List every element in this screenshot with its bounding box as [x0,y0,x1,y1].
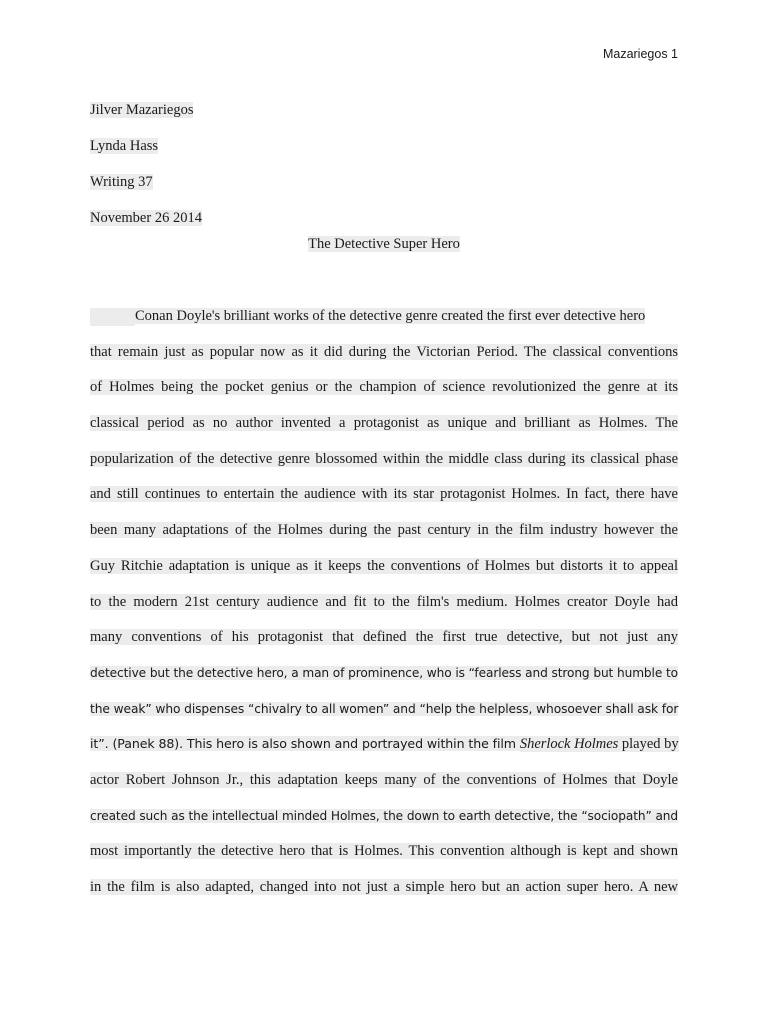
body-line-6 [90,484,678,520]
running-head: Mazariegos 1 [602,47,678,61]
body-line-text: played by [618,736,679,753]
body-line-text: most importantly the detective hero that is Holmes. This convention although is kept and shown [90,843,678,860]
heading-course-line [90,164,678,200]
body-line-15 [90,806,678,842]
body-line-text: to the modern 21st century audience and fit to the film's medium. Holmes creator Doyle had [90,593,678,610]
body-line-text: the weak” who dispenses “chivalry to all women” and “help the helpless, whosoever shall ask for [90,701,679,716]
body-line-2 [90,342,678,378]
heading-course: Writing 37 [90,174,153,190]
mla-heading [90,92,678,236]
body-line-7 [90,520,678,556]
heading-date: November 26 2014 [90,210,202,226]
body-line-text: been many adaptations of the Holmes during the past century in the film industry however the [90,522,678,539]
paragraph-indent [90,308,135,326]
body-line-text: of Holmes being the pocket genius or the champion of science revolutionized the genre at its [90,379,678,396]
essay-title-row [90,234,678,254]
heading-author: Jilver Mazariegos [90,102,194,118]
heading-instructor: Lynda Hass [90,138,159,154]
body-line-text: in the film is also adapted, changed into not just a simple hero but an action super hero. A new [90,879,678,895]
body-line-text: detective but the detective hero, a man of prominence, who is “fearless and strong but humble to [90,665,678,680]
body-line-13 [90,734,678,770]
body-line-9 [90,592,678,628]
body-line-text: Guy Ritchie adaptation is unique as it keeps the conventions of Holmes but distorts it to appeal [90,557,678,574]
body-line-1 [90,306,678,342]
body-line-17 [90,877,678,913]
film-title: Sherlock Holmes [519,736,619,753]
heading-instructor-line [90,128,678,164]
body-line-text: actor Robert Johnson Jr., this adaptation keeps many of the conventions of Holmes that Doyle [90,771,678,788]
body-line-text: popularization of the detective genre blossomed within the middle class during its classical phase [90,450,678,467]
heading-author-line [90,92,678,128]
body-line-text: created such as the intellectual minded Holmes, the down to earth detective, the “sociopath” and [90,808,678,823]
essay-title: The Detective Super Hero [308,236,460,252]
body-line-16 [90,841,678,877]
body-line-text: many conventions of his protagonist that defined the first true detective, but not just any [90,629,678,646]
body-line-4 [90,413,678,449]
body-line-11 [90,663,678,699]
body-line-12 [90,699,678,735]
heading-date-line [90,200,678,236]
body-line-text: and still continues to entertain the audience with its star protagonist Holmes. In fact, there have [90,486,678,503]
body-line-text: classical period as no author invented a protagonist as unique and brilliant as Holmes. The [90,415,678,432]
essay-body [90,306,678,913]
body-line-text: Conan Doyle's brilliant works of the detective genre created the first ever detective hero [135,308,646,324]
body-line-5 [90,449,678,485]
body-line-10 [90,627,678,663]
body-line-text: it”. (Panek 88). This hero is also shown and portrayed within the film [90,736,520,752]
body-line-text: that remain just as popular now as it did during the Victorian Period. The classical conventions [90,343,678,360]
body-line-14 [90,770,678,806]
body-line-3 [90,377,678,413]
body-line-8 [90,556,678,592]
